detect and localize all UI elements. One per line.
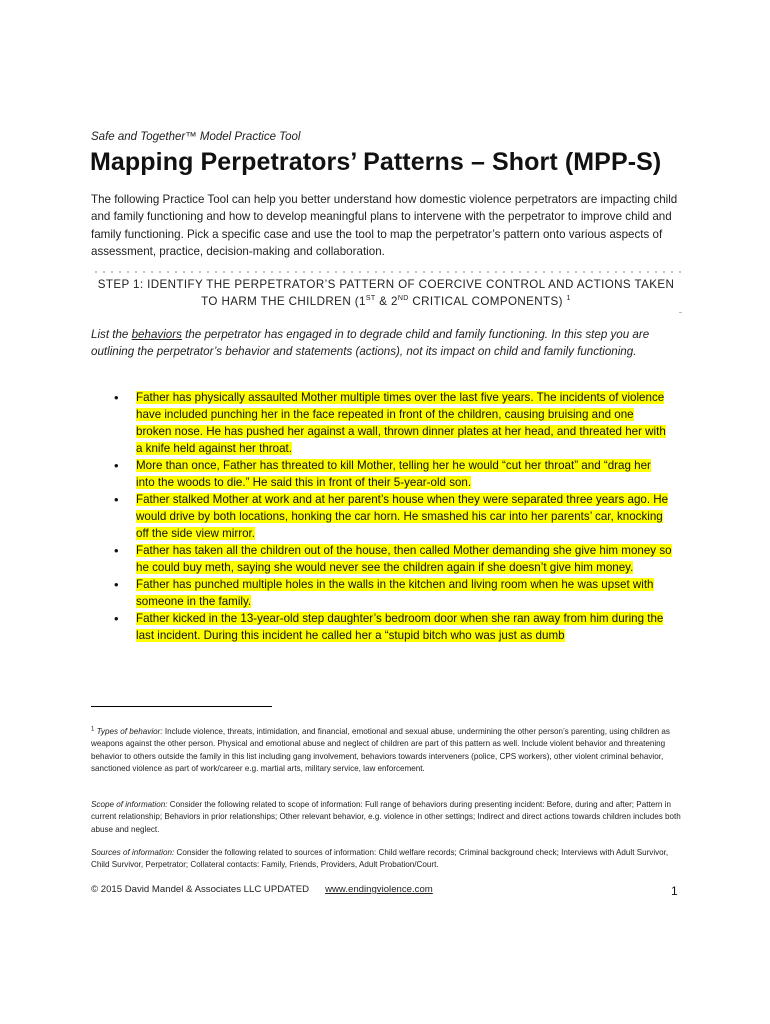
copyright-text: © 2015 David Mandel & Associates LLC UPDATED bbox=[91, 884, 310, 895]
step-heading-line2 bbox=[92, 293, 680, 310]
ordinal-suffix: ST bbox=[365, 295, 376, 303]
footnote-sources-of-information bbox=[91, 847, 681, 872]
intro-paragraph: The following Practice Tool can help you better understand how domestic violence perpetrators are impacting child and family functioning and how to develop meaningful plans to intervene with the perpetrator to improve child and family functioning. Pick a specific case and use the tool to map the perpetrator’s pattern onto various aspects of assessment, practice, decision-making and collaboration. bbox=[91, 193, 678, 258]
instructions-text: List the bbox=[91, 328, 132, 341]
highlighted-text: Father kicked in the 13-year-old step daughter’s bedroom door when she ran away from him during the last incident. During this incident he called her a “stupid bitch who was just as dumb bbox=[136, 612, 664, 642]
ordinal-suffix: ND bbox=[397, 295, 409, 303]
footnote-reference: 1 bbox=[566, 295, 571, 303]
footnote-separator bbox=[91, 706, 272, 707]
page-number: 1 bbox=[671, 884, 678, 898]
highlighted-text: Father has physically assaulted Mother multiple times over the last five years. The incidents of violence have included punching her in the face repeated in front of the children, causing bruising and one broken nose. He has pushed her against a wall, thrown dinner plates at her head, and threated her with a knife held against her throat. bbox=[136, 391, 666, 455]
footnote-number: 1 bbox=[91, 726, 95, 733]
step-text: TO HARM THE CHILDREN (1 bbox=[201, 295, 366, 308]
behavior-list bbox=[112, 389, 672, 644]
dotted-divider bbox=[92, 270, 682, 274]
step-text: CRITICAL COMPONENTS) bbox=[408, 295, 567, 308]
list-item bbox=[112, 457, 672, 491]
instructions-text: the perpetrator has engaged in to degrade child and family functioning. In this step you are outlining the perpetrator’s behavior and statements (actions), not its impact on child and family functioning. bbox=[91, 328, 650, 358]
instructions-emphasis: behaviors bbox=[131, 328, 182, 341]
footnote-scope-of-information bbox=[91, 799, 681, 836]
highlighted-text: Father has punched multiple holes in the walls in the kitchen and living room when he was upset with someone in the family. bbox=[136, 578, 654, 608]
highlighted-text: More than once, Father has threated to kill Mother, telling her he would “cut her throat” and “drag her into the woods to die.” He said this in front of their 5-year-old son. bbox=[136, 459, 651, 489]
list-item bbox=[112, 389, 672, 457]
footnote-text: Include violence, threats, intimidation, and financial, emotional and sexual abuse, undermining the other person’s parenting, using children as weapons against the other person. Physical and emotional abuse and neglect of children are part of this pattern as well. Include violent behavior and threatening behavior to others outside the family in this list including gang involvement, behaviors towards interveners (police, CPS workers), other violent criminal behavior, sanctioned violence as part of work/career e.g. martial arts, military service, law enforcement. bbox=[91, 727, 670, 774]
page-footer bbox=[91, 884, 433, 895]
step-text: & 2 bbox=[375, 295, 398, 308]
list-item bbox=[112, 491, 672, 542]
tool-subtitle: Safe and Together™ Model Practice Tool bbox=[91, 131, 301, 143]
footnote-label: Types of behavior: bbox=[96, 727, 163, 736]
page-title: Mapping Perpetrators’ Patterns – Short (MPP-S) bbox=[90, 148, 662, 176]
highlighted-text: Father stalked Mother at work and at her parent’s house when they were separated three years ago. He would drive by both locations, honking the car horn. He smashed his car into her parents’ car, knocking off the side view mirror. bbox=[136, 493, 669, 540]
list-item bbox=[112, 542, 672, 576]
margin-mark bbox=[679, 312, 682, 313]
website-link: www.endingviolence.com bbox=[325, 884, 433, 895]
instructions-paragraph bbox=[91, 326, 683, 360]
footnote-text: Consider the following related to sources of information: Child welfare records; Criminal background check; Interviews with Adult Survivor, Child Survivor, Perpetrator; Collateral contacts: Family, Friends, Providers, Adult Probation/Court. bbox=[91, 848, 669, 870]
list-item bbox=[112, 576, 672, 610]
step-heading bbox=[92, 276, 680, 310]
list-item bbox=[112, 610, 672, 644]
footnote-text: Consider the following related to scope of information: Full range of behaviors during presenting incident: Before, during and after; Pattern in current relationship; Behaviors in prior relationships; Other relevant behavior, e.g. violence in other settings; Indirect and direct actions towards children includes both abuse and neglect. bbox=[91, 800, 681, 834]
footnote-label: Sources of information: bbox=[91, 848, 175, 857]
highlighted-text: Father has taken all the children out of the house, then called Mother demanding she give him money so he could buy meth, saying she would never see the children again if she doesn’t give him money. bbox=[136, 544, 672, 574]
footnote-types-of-behavior bbox=[91, 726, 681, 776]
step-heading-line1: STEP 1: IDENTIFY THE PERPETRATOR’S PATTERN OF COERCIVE CONTROL AND ACTIONS TAKEN bbox=[97, 278, 675, 291]
footnote-label: Scope of information: bbox=[91, 800, 168, 809]
